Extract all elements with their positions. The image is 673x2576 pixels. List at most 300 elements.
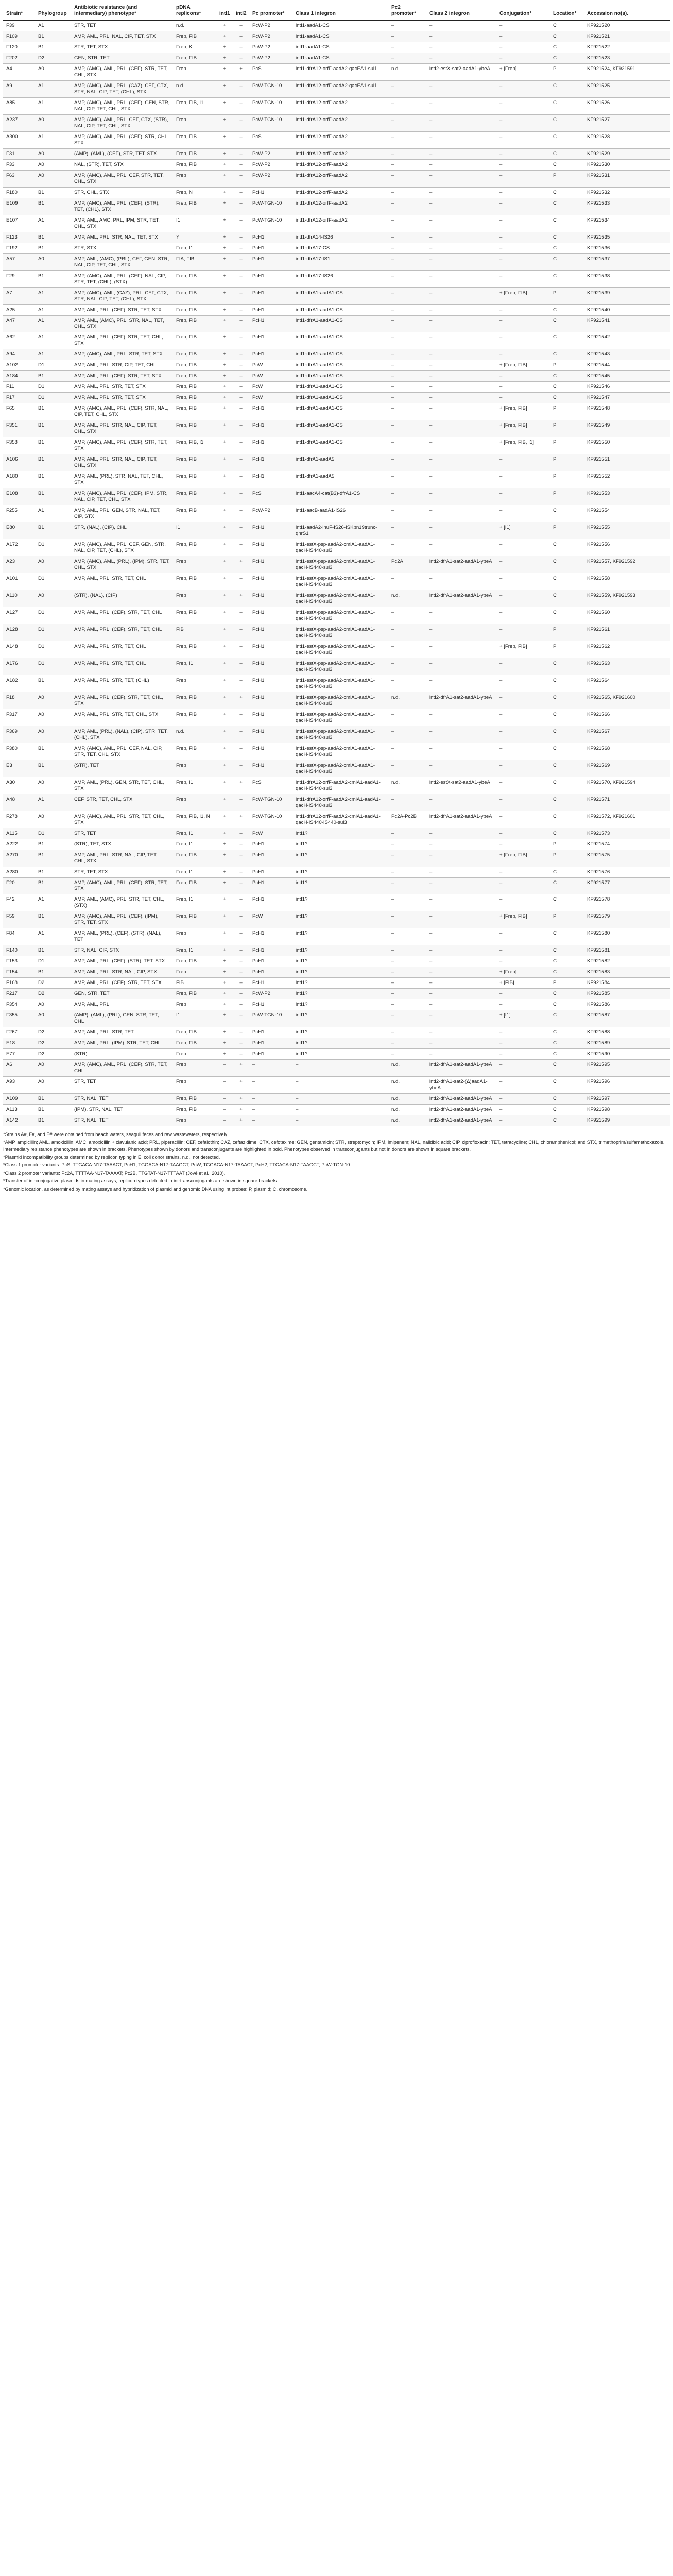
cell-pdna: I1 <box>173 522 216 539</box>
cell-class2: – <box>426 1010 496 1027</box>
cell-class1: intI1-dfrA1-aadA1-CS <box>292 287 388 304</box>
cell-phylo: B1 <box>35 31 71 42</box>
cell-class2: – <box>426 97 496 114</box>
cell-pdna: FIA, FIB <box>173 253 216 270</box>
cell-class1: intI1? <box>292 999 388 1010</box>
cell-loc: P <box>550 839 584 850</box>
cell-pc: PcH1 <box>249 420 292 437</box>
cell-inti2: – <box>233 471 249 488</box>
cell-class2: – <box>426 454 496 471</box>
table-row <box>3 159 670 170</box>
cell-pdna: Frep <box>173 1060 216 1077</box>
cell-strain: A184 <box>3 371 35 382</box>
cell-conj: – <box>496 332 550 349</box>
cell-inti2: – <box>233 658 249 675</box>
cell-loc: C <box>550 1060 584 1077</box>
cell-pc: PcH1 <box>249 641 292 658</box>
cell-strain: F109 <box>3 31 35 42</box>
cell-pc2: – <box>388 170 426 187</box>
cell-pdna: Frep, FIB <box>173 403 216 420</box>
cell-pc2: – <box>388 505 426 522</box>
cell-abr: STR, STX <box>71 243 173 253</box>
cell-class2: – <box>426 999 496 1010</box>
table-footnotes <box>3 1131 670 1193</box>
cell-strain: F154 <box>3 967 35 978</box>
cell-class1: intI1-estX-psp-aadA2-cmlA1-aadA1-qacH-IS440-sul3 <box>292 573 388 590</box>
cell-class1: intI1-dfrA1-aadA1-CS <box>292 304 388 315</box>
cell-inti1: – <box>216 1094 233 1105</box>
cell-conj: – <box>496 232 550 243</box>
cell-abr: STR, CHL, STX <box>71 187 173 198</box>
cell-acc: KF921582 <box>584 956 670 967</box>
cell-pc: PcW-TGN-10 <box>249 97 292 114</box>
cell-conj: – <box>496 159 550 170</box>
cell-conj: – <box>496 811 550 828</box>
cell-class2: – <box>426 371 496 382</box>
cell-pdna: Frep, FIB <box>173 641 216 658</box>
cell-class2: – <box>426 850 496 867</box>
cell-class1: intI1? <box>292 1049 388 1060</box>
cell-abr: AMP, (AMC), AML, PRL, (CAZ), CEF, CTX, STR, NAL, CIP, TET, (CHL), STX <box>71 80 173 97</box>
cell-loc: C <box>550 573 584 590</box>
cell-pc: PcS <box>249 63 292 80</box>
column-header-conj: Conjugation* <box>496 3 550 21</box>
table-row <box>3 573 670 590</box>
cell-inti1: + <box>216 304 233 315</box>
cell-pc: PcW <box>249 828 292 839</box>
cell-conj: – <box>496 928 550 945</box>
cell-abr: AMP, AML, (PRL), STR, NAL, TET, CHL, STX <box>71 471 173 488</box>
cell-class1: intI1? <box>292 894 388 911</box>
cell-phylo: D2 <box>35 53 71 63</box>
cell-inti1: + <box>216 956 233 967</box>
cell-class2: – <box>426 967 496 978</box>
cell-inti2: – <box>233 956 249 967</box>
cell-strain: A128 <box>3 624 35 641</box>
cell-acc: KF921581 <box>584 945 670 956</box>
cell-abr: AMP, AML, PRL, (CEF), STR, TET, CHL <box>71 607 173 624</box>
cell-class1: intI1-dfrA1-aadA1-CS <box>292 393 388 403</box>
cell-pc: PcH1 <box>249 877 292 894</box>
cell-pdna: Frep, N <box>173 187 216 198</box>
cell-inti1: + <box>216 53 233 63</box>
cell-class2: – <box>426 607 496 624</box>
cell-inti2: – <box>233 522 249 539</box>
cell-conj: – <box>496 539 550 556</box>
cell-phylo: D1 <box>35 624 71 641</box>
cell-pc: PcH1 <box>249 928 292 945</box>
cell-class1: – <box>292 1094 388 1105</box>
table-row <box>3 31 670 42</box>
cell-conj: – <box>496 556 550 573</box>
cell-loc: P <box>550 911 584 928</box>
cell-class2: – <box>426 839 496 850</box>
cell-loc: P <box>550 454 584 471</box>
cell-loc: C <box>550 42 584 53</box>
cell-loc: C <box>550 794 584 811</box>
cell-acc: KF921556 <box>584 539 670 556</box>
cell-strain: A106 <box>3 454 35 471</box>
cell-abr: STR, NAL, TET <box>71 1115 173 1126</box>
cell-abr: AMP, (AMC), AML, PRL, (CEF), IPM, STR, NAL, CIP, TET, CHL, STX <box>71 488 173 505</box>
cell-conj: – <box>496 956 550 967</box>
cell-abr: AMP, AML, PRL, STR, TET, CHL, STX <box>71 709 173 726</box>
cell-inti1: + <box>216 382 233 393</box>
cell-conj: + [Frep] <box>496 967 550 978</box>
cell-strain: F84 <box>3 928 35 945</box>
cell-strain: F59 <box>3 911 35 928</box>
cell-pc2: Pc2A <box>388 556 426 573</box>
table-row <box>3 967 670 978</box>
cell-abr: AMP, AML, PRL, STR, TET, STX <box>71 393 173 403</box>
cell-conj: – <box>496 877 550 894</box>
cell-class2: – <box>426 349 496 360</box>
cell-phylo: B1 <box>35 839 71 850</box>
cell-pc2: – <box>388 1010 426 1027</box>
cell-pc2: – <box>388 232 426 243</box>
cell-inti1: + <box>216 999 233 1010</box>
cell-loc: C <box>550 867 584 877</box>
cell-pc2: – <box>388 80 426 97</box>
cell-phylo: B1 <box>35 867 71 877</box>
cell-abr: AMP, AML, PRL, (IPM), STR, TET, CHL <box>71 1038 173 1049</box>
cell-abr: (AMP), (AML), (PRL), GEN, STR, TET, CHL <box>71 1010 173 1027</box>
cell-pdna: Y <box>173 232 216 243</box>
cell-inti1: + <box>216 287 233 304</box>
cell-class1: – <box>292 1105 388 1115</box>
cell-class1: intI1-dfrA12-orfF-aadA2 <box>292 131 388 148</box>
cell-inti1: + <box>216 777 233 794</box>
cell-inti1: + <box>216 911 233 928</box>
cell-loc: C <box>550 1094 584 1105</box>
cell-class1: intI1-estX-psp-aadA2-cmlA1-aadA1-qacH-IS440-sul3 <box>292 556 388 573</box>
cell-inti1: + <box>216 811 233 828</box>
cell-class1: intI1? <box>292 989 388 999</box>
cell-phylo: B1 <box>35 850 71 867</box>
cell-conj: – <box>496 658 550 675</box>
cell-phylo: B1 <box>35 270 71 287</box>
table-row <box>3 877 670 894</box>
cell-pdna: Frep, FIB <box>173 393 216 403</box>
cell-class2: – <box>426 243 496 253</box>
cell-strain: A172 <box>3 539 35 556</box>
table-row <box>3 641 670 658</box>
cell-phylo: A1 <box>35 928 71 945</box>
cell-pc2: – <box>388 945 426 956</box>
cell-acc: KF921561 <box>584 624 670 641</box>
cell-inti2: – <box>233 877 249 894</box>
cell-conj: – <box>496 114 550 131</box>
cell-strain: F39 <box>3 21 35 31</box>
cell-pc2: – <box>388 978 426 989</box>
cell-class1: intI1-dfrA1-aadA1-CS <box>292 315 388 332</box>
cell-phylo: A1 <box>35 505 71 522</box>
cell-inti1: + <box>216 393 233 403</box>
cell-class2: – <box>426 232 496 243</box>
cell-class2: intI2-dfrA1-sat2-aadA1-ybeA <box>426 1060 496 1077</box>
table-row <box>3 945 670 956</box>
cell-phylo: B1 <box>35 743 71 760</box>
cell-pc: PcH1 <box>249 556 292 573</box>
cell-pdna: Frep, FIB <box>173 349 216 360</box>
cell-inti2: – <box>233 360 249 371</box>
cell-strain: E77 <box>3 1049 35 1060</box>
table-row <box>3 828 670 839</box>
cell-inti1: + <box>216 894 233 911</box>
cell-class2: – <box>426 42 496 53</box>
table-row <box>3 131 670 148</box>
cell-pdna: Frep <box>173 999 216 1010</box>
cell-conj: – <box>496 999 550 1010</box>
cell-inti1: – <box>216 1115 233 1126</box>
cell-strain: F140 <box>3 945 35 956</box>
cell-conj: + [FIB] <box>496 978 550 989</box>
cell-class1: intI1? <box>292 877 388 894</box>
cell-phylo: A0 <box>35 556 71 573</box>
cell-class1: intI1-estX-psp-aadA2-cmlA1-aadA1-qacH-IS440-sul3 <box>292 743 388 760</box>
cell-pdna: Frep <box>173 590 216 607</box>
cell-class1: intI1-dfrA12-orfF-aadA2-cmlA1-aadA1-qacH-IS440-sul3 <box>292 777 388 794</box>
table-row <box>3 403 670 420</box>
cell-strain: A280 <box>3 867 35 877</box>
cell-acc: KF921596 <box>584 1077 670 1094</box>
cell-strain: F11 <box>3 382 35 393</box>
cell-acc: KF921533 <box>584 198 670 215</box>
cell-inti1: + <box>216 590 233 607</box>
cell-acc: KF921585 <box>584 989 670 999</box>
cell-pc: PcH1 <box>249 522 292 539</box>
cell-class2: – <box>426 867 496 877</box>
cell-pc2: – <box>388 522 426 539</box>
footnote: *AMP, ampicillin; AML, amoxicillin; AMC, amoxicillin + clavulanic acid; PRL, piperacillin; CEF, cefalothin; CAZ, ceftazidime; CTX, cefotaxime; GEN, gentamicin; STR, streptomycin; IPM, imipenem; NAL, nalidixic acid; CIP, ciprofloxacin; TET, tetracycline; CHL, chloramphenicol; and STX, trimethoprim/sulfamethoxazole. Intermediary resistance phenotypes are shown in brackets. Phenotypes shown by donors and transconjugants are highlighted in bold. Phenotypes observed in transconjugants but not in donors are shown in square brackets. <box>3 1140 665 1152</box>
cell-class1: intI1-dfrA12-orfF-aadA2 <box>292 159 388 170</box>
cell-inti2: – <box>233 198 249 215</box>
cell-class2: intI2-dfrA1-sat2-aadA1-ybeA <box>426 1115 496 1126</box>
cell-inti1: + <box>216 471 233 488</box>
cell-conj: – <box>496 80 550 97</box>
cell-class2: – <box>426 894 496 911</box>
cell-strain: A23 <box>3 556 35 573</box>
cell-phylo: A1 <box>35 315 71 332</box>
cell-pc: PcH1 <box>249 839 292 850</box>
cell-class1: intI1-estX-psp-aadA2-cmlA1-aadA1-qacH-IS440-sul3 <box>292 607 388 624</box>
cell-pdna: Frep <box>173 967 216 978</box>
cell-abr: AMP, AML, PRL, (CEF), STR, TET, CHL <box>71 624 173 641</box>
cell-phylo: A0 <box>35 1077 71 1094</box>
cell-loc: C <box>550 1027 584 1038</box>
cell-phylo: B1 <box>35 911 71 928</box>
cell-pc: PcW-P2 <box>249 159 292 170</box>
cell-abr: AMP, AML, PRL, STR, TET, (CHL) <box>71 675 173 692</box>
table-row <box>3 1077 670 1094</box>
cell-loc: P <box>550 488 584 505</box>
cell-class1: intI1? <box>292 1027 388 1038</box>
cell-class1: intI1-estX-psp-aadA2-cmlA1-aadA1-qacH-IS440-sul3 <box>292 726 388 743</box>
cell-inti2: – <box>233 371 249 382</box>
cell-class1: intI1-estX-psp-aadA2-cmlA1-aadA1-qacH-IS440-sul3 <box>292 709 388 726</box>
cell-pdna: Frep, FIB <box>173 148 216 159</box>
cell-pc2: – <box>388 877 426 894</box>
table-body <box>3 21 670 1126</box>
cell-loc: P <box>550 641 584 658</box>
cell-phylo: A0 <box>35 114 71 131</box>
cell-strain: A109 <box>3 1094 35 1105</box>
cell-acc: KF921565, KF921600 <box>584 692 670 709</box>
cell-strain: F202 <box>3 53 35 63</box>
cell-strain: A142 <box>3 1115 35 1126</box>
cell-abr: AMP, AML, PRL, STR, TET, CHL <box>71 573 173 590</box>
cell-pdna: Frep, I1 <box>173 777 216 794</box>
cell-loc: C <box>550 31 584 42</box>
cell-pc2: – <box>388 839 426 850</box>
table-row <box>3 1115 670 1126</box>
cell-strain: E108 <box>3 488 35 505</box>
table-row <box>3 1010 670 1027</box>
cell-acc: KF921530 <box>584 159 670 170</box>
cell-acc: KF921523 <box>584 53 670 63</box>
cell-inti1: + <box>216 828 233 839</box>
cell-pc2: – <box>388 539 426 556</box>
cell-conj: – <box>496 471 550 488</box>
cell-class2: – <box>426 360 496 371</box>
cell-inti2: – <box>233 304 249 315</box>
cell-strain: A57 <box>3 253 35 270</box>
cell-inti1: + <box>216 928 233 945</box>
table-row <box>3 471 670 488</box>
cell-inti2: – <box>233 31 249 42</box>
cell-pc2: – <box>388 198 426 215</box>
cell-abr: AMP, (AMC), AML, PRL, (CEF), STR, NAL, CIP, TET, CHL, STX <box>71 403 173 420</box>
cell-inti2: + <box>233 777 249 794</box>
cell-conj: – <box>496 894 550 911</box>
cell-phylo: A1 <box>35 794 71 811</box>
column-header-class2: Class 2 integron <box>426 3 496 21</box>
cell-pc2: n.d. <box>388 692 426 709</box>
cell-acc: KF921560 <box>584 607 670 624</box>
cell-pc2: – <box>388 956 426 967</box>
table-row <box>3 232 670 243</box>
cell-pc: PcH1 <box>249 437 292 454</box>
cell-inti1: + <box>216 80 233 97</box>
cell-phylo: B1 <box>35 1115 71 1126</box>
cell-class1: intI1-dfrA1-aadA1-CS <box>292 349 388 360</box>
cell-pc: PcH1 <box>249 287 292 304</box>
table-row <box>3 488 670 505</box>
cell-class1: intI1-estX-psp-aadA2-cmlA1-aadA1-qacH-IS440-sul3 <box>292 760 388 777</box>
cell-pdna: Frep, FIB <box>173 607 216 624</box>
cell-strain: A270 <box>3 850 35 867</box>
cell-pdna: FIB <box>173 978 216 989</box>
cell-abr: GEN, STR, TET <box>71 989 173 999</box>
cell-abr: AMP, (AMC), AML, PRL, STR, TET, STX <box>71 349 173 360</box>
cell-pc: PcH1 <box>249 315 292 332</box>
cell-class1: intI1-dfrA12-orfF-aadA2 <box>292 170 388 187</box>
cell-phylo: D1 <box>35 828 71 839</box>
cell-abr: STR, TET, STX <box>71 867 173 877</box>
cell-pc: – <box>249 1060 292 1077</box>
cell-class2: – <box>426 505 496 522</box>
cell-strain: F354 <box>3 999 35 1010</box>
column-header-class1: Class 1 integron <box>292 3 388 21</box>
cell-inti1: + <box>216 743 233 760</box>
cell-conj: – <box>496 21 550 31</box>
table-row <box>3 743 670 760</box>
cell-strain: A113 <box>3 1105 35 1115</box>
cell-phylo: A0 <box>35 777 71 794</box>
cell-pc: PcH1 <box>249 1027 292 1038</box>
cell-pc2: – <box>388 928 426 945</box>
cell-conj: – <box>496 1038 550 1049</box>
cell-inti2: – <box>233 743 249 760</box>
cell-inti2: – <box>233 1027 249 1038</box>
cell-acc: KF921567 <box>584 726 670 743</box>
cell-pdna: Frep, K <box>173 42 216 53</box>
cell-class1: intI1-dfrA17-IS1 <box>292 253 388 270</box>
cell-loc: C <box>550 1077 584 1094</box>
cell-acc: KF921573 <box>584 828 670 839</box>
cell-loc: C <box>550 148 584 159</box>
table-row <box>3 420 670 437</box>
cell-abr: AMP, AML, PRL, GEN, STR, NAL, TET, CIP, STX <box>71 505 173 522</box>
cell-loc: C <box>550 811 584 828</box>
cell-pc2: – <box>388 573 426 590</box>
cell-inti1: + <box>216 488 233 505</box>
cell-pdna: Frep <box>173 63 216 80</box>
cell-inti2: + <box>233 1060 249 1077</box>
cell-loc: P <box>550 403 584 420</box>
cell-pc: PcH1 <box>249 253 292 270</box>
cell-conj: + [Frep, FIB] <box>496 850 550 867</box>
cell-phylo: A0 <box>35 1010 71 1027</box>
cell-class1: intI1? <box>292 839 388 850</box>
cell-pc: PcH1 <box>249 999 292 1010</box>
cell-pc: PcW-P2 <box>249 31 292 42</box>
cell-pc: PcW <box>249 393 292 403</box>
cell-abr: STR, TET, STX <box>71 42 173 53</box>
cell-acc: KF921536 <box>584 243 670 253</box>
cell-inti2: – <box>233 253 249 270</box>
footnote: *Class 1 promoter variants: PcS, TTGACA-N17-TAAACT; PcH1, TGGACA-N17-TAAGCT; PcW, TGGACA-N17-TAAACT; PcH2, TTGACA-N17-TAAGCT; PcW-TGN-10 ... <box>3 1162 355 1168</box>
cell-class2: intI2-dfrA1-sat2-aadA1-ybeA <box>426 590 496 607</box>
cell-class1: intI1-dfrA1-aadA1-CS <box>292 403 388 420</box>
cell-abr: AMP, AML, PRL, STR, NAL, CIP, STX <box>71 967 173 978</box>
cell-pc2: – <box>388 42 426 53</box>
table-row <box>3 53 670 63</box>
table-row <box>3 215 670 232</box>
cell-inti1: + <box>216 850 233 867</box>
cell-pc2: n.d. <box>388 1115 426 1126</box>
cell-phylo: A0 <box>35 159 71 170</box>
cell-pdna: Frep, FIB <box>173 488 216 505</box>
cell-class2: – <box>426 760 496 777</box>
cell-abr: (IPM), STR, NAL, TET <box>71 1105 173 1115</box>
cell-class2: – <box>426 131 496 148</box>
cell-class2: intI2-dfrA1-sat2-aadA1-ybeA <box>426 811 496 828</box>
cell-class1: intI1-estX-psp-aadA2-cmlA1-aadA1-qacH-IS440-sul3 <box>292 692 388 709</box>
cell-pc2: – <box>388 828 426 839</box>
cell-loc: C <box>550 945 584 956</box>
cell-inti2: – <box>233 232 249 243</box>
cell-loc: C <box>550 198 584 215</box>
column-header-strain: Strain* <box>3 3 35 21</box>
cell-pdna: Frep, I1 <box>173 867 216 877</box>
cell-strain: A30 <box>3 777 35 794</box>
cell-abr: AMP, (AMC), AML, PRL, CEF, CTX, (STR), NAL, CIP, TET, CHL, STX <box>71 114 173 131</box>
cell-strain: F17 <box>3 393 35 403</box>
cell-pc2: – <box>388 287 426 304</box>
cell-phylo: B1 <box>35 198 71 215</box>
cell-pc: PcW-TGN-10 <box>249 114 292 131</box>
